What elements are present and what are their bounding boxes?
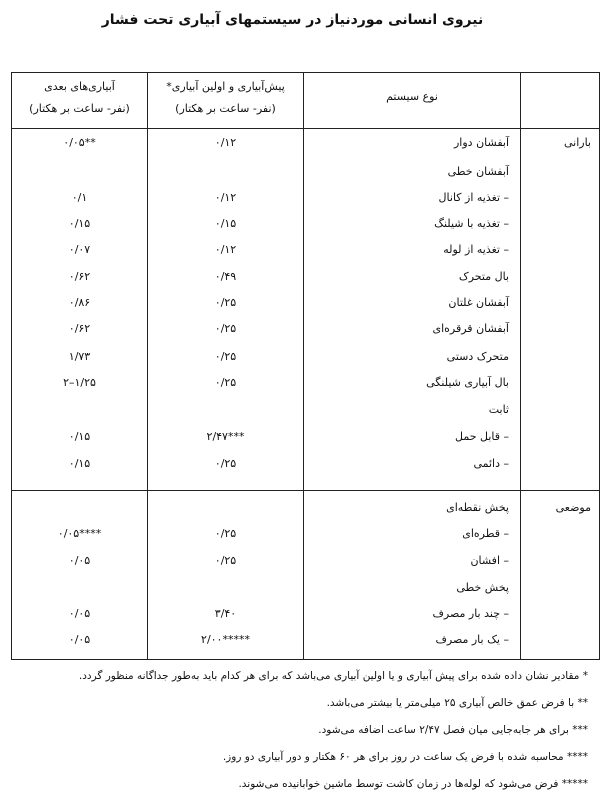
requirements-table (11, 72, 600, 660)
row-later-irrigation-value: ۰/۸۶ (68, 296, 91, 309)
row-first-irrigation-value: *****۲/۰۰ (201, 633, 250, 646)
row-later-irrigation-value: ۱/۲۵–۲ (63, 376, 96, 389)
row-first-irrigation-value: ۰/۲۵ (214, 554, 237, 567)
row-later-irrigation-value: ۰/۱۵ (68, 457, 91, 470)
row-later-irrigation-value: ۱/۷۳ (68, 350, 91, 363)
row-first-irrigation-value: ۰/۴۹ (214, 270, 237, 283)
row-system-label: – افشان (470, 554, 509, 567)
footnote: * مقادیر نشان داده شده برای پیش آبیاری و یا اولین آبیاری می‌باشد که برای هر کدام باید به‌طور جداگانه منظور گردد. (78, 670, 588, 682)
row-first-irrigation-value: ۰/۱۵ (214, 217, 237, 230)
row-later-irrigation-value: ۰/۶۲ (68, 322, 91, 335)
row-system-label: آبفشان دوار (454, 136, 509, 149)
header-divider (12, 128, 599, 129)
row-system-label: – تغذیه با شیلنگ (434, 217, 509, 230)
row-system-label: – تغذیه از کانال (438, 191, 509, 204)
row-system-label: – تغذیه از لوله (443, 243, 509, 256)
row-system-label: – قطره‌ای (462, 527, 509, 540)
row-system-label: آبفشان قرقره‌ای (432, 322, 509, 335)
row-system-label: – دائمی (473, 457, 509, 470)
row-system-label: – چند بار مصرف (432, 607, 509, 620)
row-system-label: – قابل حمل (455, 430, 509, 443)
row-system-label: پخش نقطه‌ای (446, 501, 509, 514)
row-later-irrigation-value: **۰/۰۵ (63, 136, 96, 149)
footnotes (8, 663, 588, 798)
row-later-irrigation-value: ۰/۱۵ (68, 217, 91, 230)
row-first-irrigation-value: ۰/۱۲ (214, 191, 237, 204)
row-first-irrigation-value: ۰/۲۵ (214, 457, 237, 470)
row-system-label: بال آبیاری شیلنگی (426, 376, 509, 389)
header-later-irrigation: آبیاری‌های بعدی (44, 80, 115, 93)
footnote: *** برای هر جابه‌جایی میان فصل ۲/۴۷ ساعت اضافه می‌شود. (318, 724, 588, 736)
row-later-irrigation-value: ****۰/۰۵ (57, 527, 102, 540)
header-first-irrigation: پیش‌آبیاری و اولین آبیاری* (166, 80, 285, 93)
row-system-label: آبفشان غلتان (448, 296, 509, 309)
row-first-irrigation-value: ۰/۱۲ (214, 243, 237, 256)
header-system: نوع سیستم (386, 90, 438, 103)
footnote: **** محاسبه شده با فرض یک ساعت در روز برای هر ۶۰ هکتار و دور آبیاری دو روز. (222, 751, 588, 763)
row-later-irrigation-value: ۰/۰۵ (68, 607, 91, 620)
footnote: ***** فرض می‌شود که لوله‌ها در زمان کاشت توسط ماشین خوابانیده می‌شوند. (238, 778, 588, 790)
column-divider (147, 73, 148, 659)
row-system-label: پخش خطی (456, 581, 509, 594)
row-later-irrigation-value: ۰/۰۵ (68, 633, 91, 646)
row-system-label: – یک بار مصرف (435, 633, 509, 646)
row-first-irrigation-value: ۰/۲۵ (214, 296, 237, 309)
row-first-irrigation-value: ۰/۱۲ (214, 136, 237, 149)
row-system-label: آبفشان خطی (447, 165, 509, 178)
row-first-irrigation-value: ۰/۲۵ (214, 376, 237, 389)
row-first-irrigation-value: ۰/۲۵ (214, 527, 237, 540)
group-label-sprinkler: بارانی (563, 136, 591, 149)
row-first-irrigation-value: ۳/۴۰ (214, 607, 237, 620)
header-first-irrigation-unit: (نفر- ساعت بر هکتار) (175, 102, 276, 115)
row-later-irrigation-value: ۰/۶۲ (68, 270, 91, 283)
footnote: ** با فرض عمق خالص آبیاری ۲۵ میلی‌متر یا بیشتر می‌باشد. (326, 697, 588, 709)
row-later-irrigation-value: ۰/۰۵ (68, 554, 91, 567)
row-system-label: ثابت (488, 403, 509, 416)
column-divider (303, 73, 304, 659)
row-later-irrigation-value: ۰/۰۷ (68, 243, 91, 256)
group-label-localized: موضعی (555, 501, 591, 514)
row-first-irrigation-value: ۰/۲۵ (214, 322, 237, 335)
row-first-irrigation-value: ***۲/۴۷ (206, 430, 245, 443)
row-later-irrigation-value: ۰/۱ (71, 191, 88, 204)
group-divider (12, 490, 599, 491)
row-system-label: متحرک دستی (446, 350, 509, 363)
row-system-label: بال متحرک (458, 270, 509, 283)
row-later-irrigation-value: ۰/۱۵ (68, 430, 91, 443)
column-divider (520, 73, 521, 659)
header-later-irrigation-unit: (نفر- ساعت بر هکتار) (29, 102, 130, 115)
page-title: نیروی انسانی موردنیاز در سیستمهای آبیاری تحت فشار (101, 12, 484, 28)
row-first-irrigation-value: ۰/۲۵ (214, 350, 237, 363)
